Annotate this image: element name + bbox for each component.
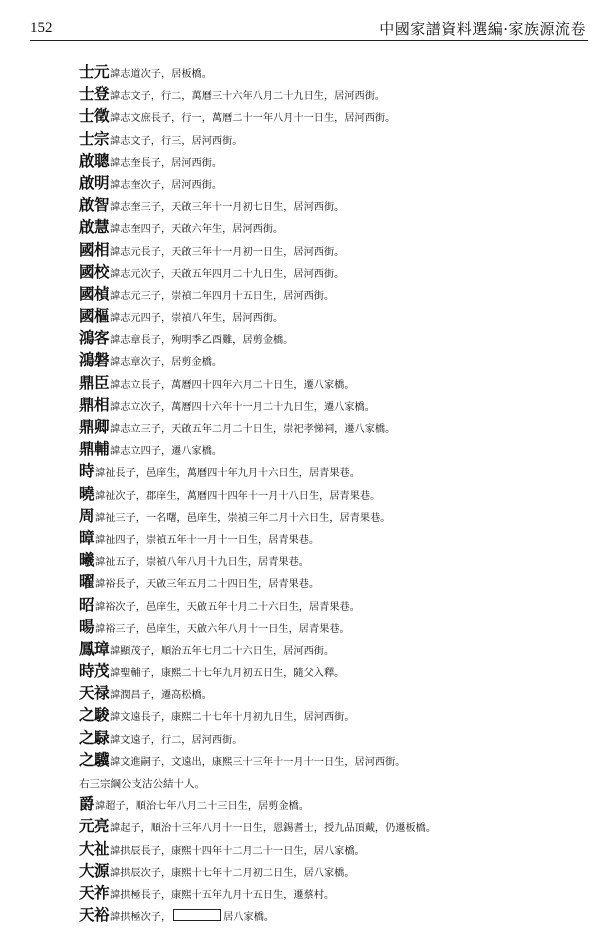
entry-description: 諱志章長子，殉明季乙酉難，居剪金橋。 xyxy=(110,335,294,347)
entry-description: 諱志奎次子，居河西街。 xyxy=(110,179,223,191)
entry-name: 之駿 xyxy=(79,705,110,725)
entry-description: 諱志文子，行二，萬曆三十六年八月二十九日生，居河西街。 xyxy=(110,91,386,103)
entry-description: 諱志立三子，天啟五年二月二十日生，崇祀孝悌祠，遷八家橋。 xyxy=(110,424,396,435)
entry-name: 士徵 xyxy=(79,106,110,126)
entry-name: 鴻磐 xyxy=(79,350,110,370)
entry-name: 鼎臣 xyxy=(79,372,110,392)
entry-name: 士元 xyxy=(79,62,110,81)
entry-name: 國相 xyxy=(79,239,110,259)
genealogy-entry xyxy=(79,904,589,926)
entry-name: 昭 xyxy=(79,594,95,614)
entry-description: 諱聖輔子，康熙二十七年九月初五日生，隨父入釋。 xyxy=(110,668,345,680)
entry-description: 諱志文庶長子，行一，萬曆二十一年八月十一日生，居河西街。 xyxy=(110,113,396,125)
entry-description: 諱裕三子，邑庠生，天啟六年八月十一日生，居青果巷。 xyxy=(95,623,350,635)
entry-name: 之騄 xyxy=(79,727,110,747)
entry-description: 諱志奎長子，居河西街。 xyxy=(110,157,223,169)
genealogy-entry xyxy=(79,394,589,416)
entry-description: 諱祉四子，崇禎五年十一月十一日生，居青果巷。 xyxy=(95,534,320,546)
genealogy-entry xyxy=(79,349,589,371)
entry-name: 爵 xyxy=(79,794,95,814)
entry-description: 諱志文子，行三，居河西街。 xyxy=(110,135,243,147)
genealogy-entry xyxy=(79,571,589,593)
entry-description: 諱拱辰次子，康熙十七年十二月初二日生，居八家橋。 xyxy=(110,867,355,879)
genealogy-entry xyxy=(79,283,589,305)
entry-description: 諱潤昌子，遷高松橋。 xyxy=(110,690,212,702)
entry-description: 諱志奎四子，天啟六年生，居河西街。 xyxy=(110,224,284,236)
page-number: 152 xyxy=(30,20,53,36)
entry-description: 諱祉五子，崇禎八年八月十九日生，居青果巷。 xyxy=(95,557,309,569)
genealogy-entry xyxy=(79,150,589,172)
genealogy-entry xyxy=(79,704,589,726)
entry-name: 啟智 xyxy=(79,195,110,215)
entry-description: 諱祉次子，郡庠生，萬曆四十四年十一月十八日生，居青果巷。 xyxy=(95,490,381,502)
entry-description: 諱志章次子，居剪金橋。 xyxy=(110,357,223,369)
genealogy-entry xyxy=(79,305,589,327)
entry-name: 鴻客 xyxy=(79,328,110,348)
entry-description: 諱顯茂子，順治五年七月二十六日生，居河西街。 xyxy=(110,645,335,657)
entry-name: 士登 xyxy=(79,84,110,104)
entry-name: 大祉 xyxy=(79,838,110,858)
entry-name: 鳳璋 xyxy=(79,638,110,658)
entry-description: 諱志奎三子，天啟三年十一月初七日生，居河西街。 xyxy=(110,202,345,214)
genealogy-entry xyxy=(79,261,589,283)
book-title: 中國家譜資料選編·家族源流卷 xyxy=(379,20,586,38)
genealogy-entry xyxy=(79,483,589,505)
entry-name: 曜 xyxy=(79,572,95,592)
entry-description: 諱文遠子，行二，居河西街。 xyxy=(110,734,243,746)
entry-description: 諱祉長子，邑庠生，萬曆四十年九月十六日生，居青果巷。 xyxy=(95,468,360,480)
genealogy-entry xyxy=(79,638,589,660)
genealogy-entry-list xyxy=(79,61,589,926)
genealogy-entry xyxy=(79,216,589,238)
entry-name: 士宗 xyxy=(79,128,110,148)
entry-description: 諱祉三子，一名曙，邑庠生，崇禎三年二月十六日生，居青果巷。 xyxy=(95,512,391,524)
entry-description: 諱裕長子，天啟三年五月二十四日生，居青果巷。 xyxy=(95,579,320,591)
genealogy-entry xyxy=(79,61,589,83)
section-note xyxy=(79,771,589,793)
entry-name: 天祚 xyxy=(79,882,110,902)
entry-name: 暘 xyxy=(79,616,95,636)
entry-description: 諱文遠長子，康熙二十七年十月初九日生，居河西街。 xyxy=(110,712,355,724)
entry-name: 曦 xyxy=(79,550,95,570)
entry-description: 諱拱極長子，康熙十五年九月十五日生，遷蔡村。 xyxy=(110,889,335,901)
entry-name: 時 xyxy=(79,461,95,481)
entry-name: 之驥 xyxy=(79,749,110,769)
genealogy-entry xyxy=(79,372,589,394)
entry-name: 大源 xyxy=(79,860,110,880)
entry-name: 周 xyxy=(79,505,95,525)
entry-description: 諱拱辰長子，康熙十四年十二月二十一日生，居八家橋。 xyxy=(110,845,365,857)
genealogy-entry xyxy=(79,549,589,571)
entry-description-continued: 居八家橋。 xyxy=(223,912,275,924)
page-header xyxy=(30,18,588,41)
genealogy-entry xyxy=(79,815,589,837)
section-note-text: 右三宗綱公支沽公結十人。 xyxy=(79,778,205,790)
entry-name: 鼎相 xyxy=(79,394,110,414)
entry-description: 諱起子，順治十三年八月十一日生，恩錫耆士，授九品頂戴，仍遷板橋。 xyxy=(110,823,437,835)
genealogy-entry xyxy=(79,438,589,460)
entry-description: 諱志立四子，遷八家橋。 xyxy=(110,446,223,458)
genealogy-entry xyxy=(79,527,589,549)
genealogy-entry xyxy=(79,460,589,482)
entry-description: 諱裕次子，邑庠生，天啟五年十月二十六日生，居青果巷。 xyxy=(95,601,360,613)
genealogy-entry xyxy=(79,727,589,749)
entry-description: 諱拱極次子， xyxy=(110,912,172,924)
genealogy-entry xyxy=(79,105,589,127)
entry-name: 鼎輔 xyxy=(79,439,110,459)
genealogy-entry xyxy=(79,616,589,638)
genealogy-entry xyxy=(79,505,589,527)
genealogy-entry xyxy=(79,860,589,882)
entry-description: 諱志立長子，萬曆四十四年六月二十日生，遷八家橋。 xyxy=(110,379,355,391)
genealogy-entry xyxy=(79,128,589,150)
genealogy-entry xyxy=(79,838,589,860)
entry-description: 諱志元長子，天啟三年十一月初一日生，居河西街。 xyxy=(110,246,345,258)
entry-name: 暲 xyxy=(79,527,95,547)
entry-name: 啟明 xyxy=(79,172,110,192)
genealogy-entry xyxy=(79,682,589,704)
entry-name: 時茂 xyxy=(79,661,110,681)
entry-description: 諱文進嗣子，文遠出，康熙三十三年十一月十一日生，居河西街。 xyxy=(110,756,406,768)
genealogy-entry xyxy=(79,594,589,616)
genealogy-entry xyxy=(79,239,589,261)
genealogy-entry xyxy=(79,660,589,682)
entry-name: 國校 xyxy=(79,261,110,281)
genealogy-entry xyxy=(79,882,589,904)
genealogy-entry xyxy=(79,327,589,349)
entry-description: 諱志元三子，崇禎二年四月十五日生，居河西街。 xyxy=(110,290,335,302)
genealogy-entry xyxy=(79,83,589,105)
entry-name: 曉 xyxy=(79,483,95,503)
genealogy-entry xyxy=(79,793,589,815)
missing-text-box xyxy=(173,909,221,921)
entry-description: 諱志元次子，天啟五年四月二十九日生，居河西街。 xyxy=(110,268,345,280)
entry-description: 諱志立次子，萬曆四十六年十一月二十九日生，遷八家橋。 xyxy=(110,401,375,413)
entry-name: 國樞 xyxy=(79,306,110,326)
entry-description: 諱志道次子，居板橋。 xyxy=(110,69,212,80)
entry-name: 天裕 xyxy=(79,905,110,925)
entry-name: 啟聰 xyxy=(79,150,110,170)
genealogy-entry xyxy=(79,416,589,438)
genealogy-entry xyxy=(79,172,589,194)
entry-name: 鼎卿 xyxy=(79,417,110,436)
genealogy-entry xyxy=(79,749,589,771)
entry-description: 諱超子，順治七年八月二十三日生，居剪金橋。 xyxy=(95,801,309,813)
entry-name: 元亮 xyxy=(79,816,110,836)
genealogy-entry xyxy=(79,194,589,216)
entry-name: 啟慧 xyxy=(79,217,110,237)
entry-description: 諱志元四子，崇禎八年生，居河西街。 xyxy=(110,313,284,325)
entry-name: 天禄 xyxy=(79,683,110,703)
entry-name: 國楨 xyxy=(79,283,110,303)
